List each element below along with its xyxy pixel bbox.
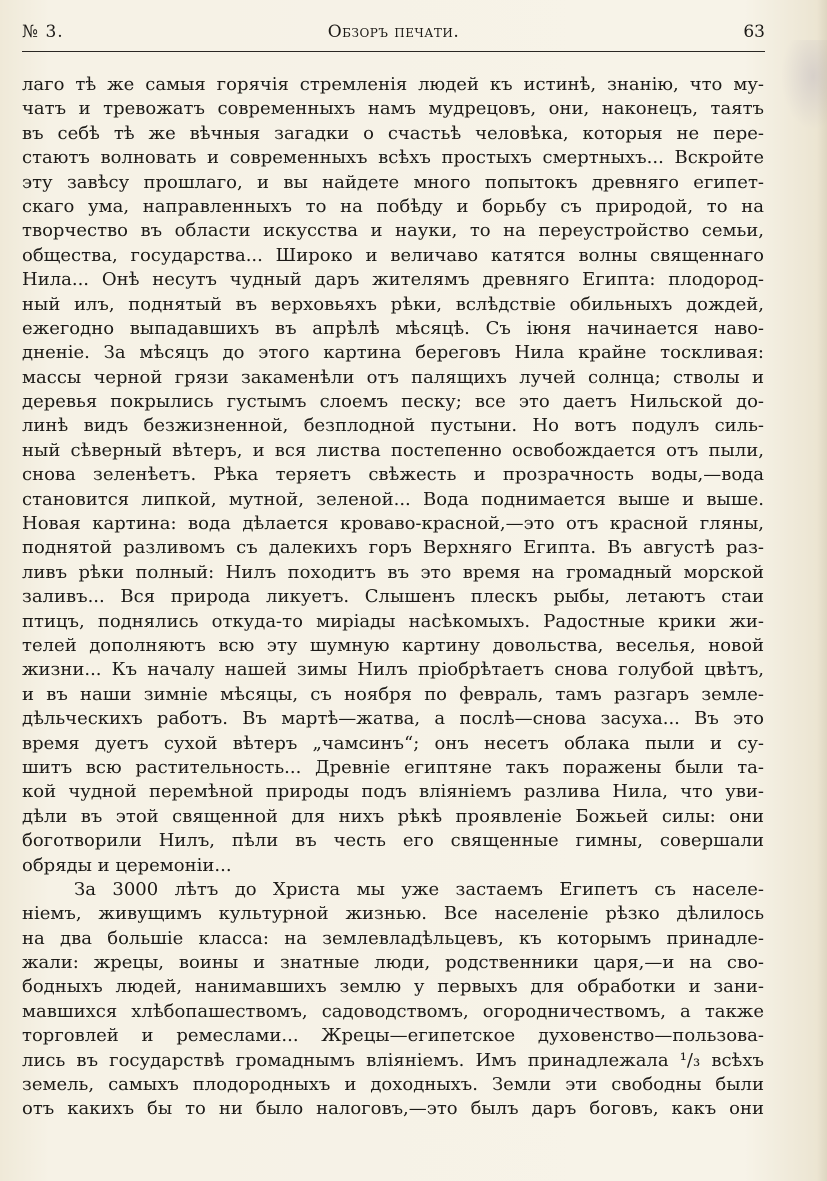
text-line: ніемъ, живущимъ культурной жизнью. Все населеніе рѣзко дѣлилось: [22, 903, 764, 925]
text-line: деревья покрылись густымъ слоемъ песку; все это даетъ Нильской до-: [22, 391, 764, 413]
text-line: на два большіе класса: на землевладѣльцевъ, къ которымъ принадле-: [22, 927, 764, 949]
issue-number: № 3.: [22, 22, 64, 42]
text-line: дненіе. За мѣсяцъ до этого картина береговъ Нила крайне тоскливая:: [22, 342, 764, 364]
text-line: становится липкой, мутной, зеленой... Вода поднимается выше и выше.: [22, 488, 764, 510]
header-rule: [22, 51, 765, 52]
text-line: боготворили Нилъ, пѣли въ честь его священные гимны, совершали: [22, 830, 764, 852]
text-line: дѣльческихъ работъ. Въ мартѣ—жатва, а послѣ—снова засуха... Въ это: [22, 708, 764, 730]
running-header: [22, 22, 765, 52]
text-line: шитъ всю растительность... Древніе египтяне такъ поражены были та-: [22, 756, 764, 778]
text-line: телей дополняютъ всю эту шумную картину довольства, веселья, новой: [22, 634, 764, 656]
body-text: [22, 73, 764, 1122]
text-line: снова зеленѣетъ. Рѣка теряетъ свѣжесть и прозрачность воды,—вода: [22, 464, 764, 486]
text-line: Новая картина: вода дѣлается кроваво-красной,—это отъ красной гляны,: [22, 513, 764, 535]
text-line: Нила... Онѣ несутъ чудный даръ жителямъ древняго Египта: плодород-: [22, 269, 764, 291]
text-line: жизни... Къ началу нашей зимы Нилъ пріобрѣтаетъ снова голубой цвѣтъ,: [22, 659, 764, 681]
text-line: скаго ума, направленныхъ то на побѣду и борьбу съ природой, то на: [22, 195, 764, 217]
text-line: массы черной грязи закаменѣли отъ палящихъ лучей солнца; стволы и: [22, 366, 764, 388]
text-line: отъ какихъ бы то ни было налоговъ,—это былъ даръ боговъ, какъ они: [22, 1098, 764, 1120]
page-edge: [817, 0, 827, 1181]
text-line: заливъ... Вся природа ликуетъ. Слышенъ плескъ рыбы, летаютъ стаи: [22, 586, 764, 608]
text-line: эту завѣсу прошлаго, и вы найдете много попытокъ древняго египет-: [22, 171, 764, 193]
text-line: мавшихся хлѣбопашествомъ, садоводствомъ, огородничествомъ, а также: [22, 1000, 764, 1022]
text-line: чатъ и тревожатъ современныхъ намъ мудрецовъ, они, наконецъ, таятъ: [22, 98, 764, 120]
text-line: лись въ государствѣ громаднымъ вліяніемъ. Имъ принадлежала ¹/₃ всѣхъ: [22, 1049, 764, 1071]
text-line: общества, государства... Широко и величаво катятся волны священнаго: [22, 244, 764, 266]
text-line: лаго тѣ же самыя горячія стремленія людей къ истинѣ, знанію, что му-: [22, 74, 764, 95]
text-line: бодныхъ людей, нанимавшихъ землю у первыхъ для обработки и зани-: [22, 976, 764, 998]
text-line: земель, самыхъ плодородныхъ и доходныхъ. Земли эти свободны были: [22, 1074, 764, 1096]
text-line: кой чудной перемѣной природы подъ вліяніемъ разлива Нила, что уви-: [22, 781, 764, 803]
text-line: ежегодно выпадавшихъ въ апрѣлѣ мѣсяцѣ. Съ іюня начинается наво-: [22, 317, 764, 339]
text-line: ный сѣверный вѣтеръ, и вся листва постепенно освобождается отъ пыли,: [22, 439, 764, 461]
text-line: стаютъ волновать и современныхъ всѣхъ простыхъ смертныхъ... Вскройте: [22, 147, 764, 169]
text-line: жали: жрецы, воины и знатные люди, родственники царя,—и на сво-: [22, 952, 764, 974]
text-line: За 3000 лѣтъ до Христа мы уже застаемъ Египетъ съ населе-: [74, 878, 764, 900]
text-line: творчество въ области искусства и науки, то на переустройство семьи,: [22, 220, 764, 242]
text-line: въ себѣ тѣ же вѣчныя загадки о счастьѣ человѣка, которыя не пере-: [22, 122, 764, 144]
text-line: поднятой разливомъ съ далекихъ горъ Верхняго Египта. Въ августѣ раз-: [22, 537, 764, 559]
running-title: Обзоръ печати.: [327, 22, 460, 42]
text-line: дѣли въ этой священной для нихъ рѣкѣ проявленіе Божьей силы: они: [22, 805, 764, 827]
text-line: линѣ видъ безжизненной, безплодной пустыни. Но вотъ подулъ силь-: [22, 415, 764, 437]
text-line: и въ наши зимніе мѣсяцы, съ ноября по февраль, тамъ разгаръ земле-: [22, 683, 764, 705]
text-line: время дуетъ сухой вѣтеръ „чамсинъ“; онъ несетъ облака пыли и су-: [22, 732, 764, 754]
text-line: обряды и церемоніи...: [22, 854, 232, 876]
page-number: 63: [743, 22, 765, 42]
text-line: птицъ, поднялись откуда-то миріады насѣкомыхъ. Радостные крики жи-: [22, 610, 764, 632]
text-line: ный илъ, поднятый въ верховьяхъ рѣки, вслѣдствіе обильныхъ дождей,: [22, 293, 764, 315]
text-line: торговлей и ремеслами... Жрецы—египетское духовенство—пользова-: [22, 1025, 764, 1047]
text-line: ливъ рѣки полный: Нилъ походитъ въ это время на громадный морской: [22, 561, 764, 583]
